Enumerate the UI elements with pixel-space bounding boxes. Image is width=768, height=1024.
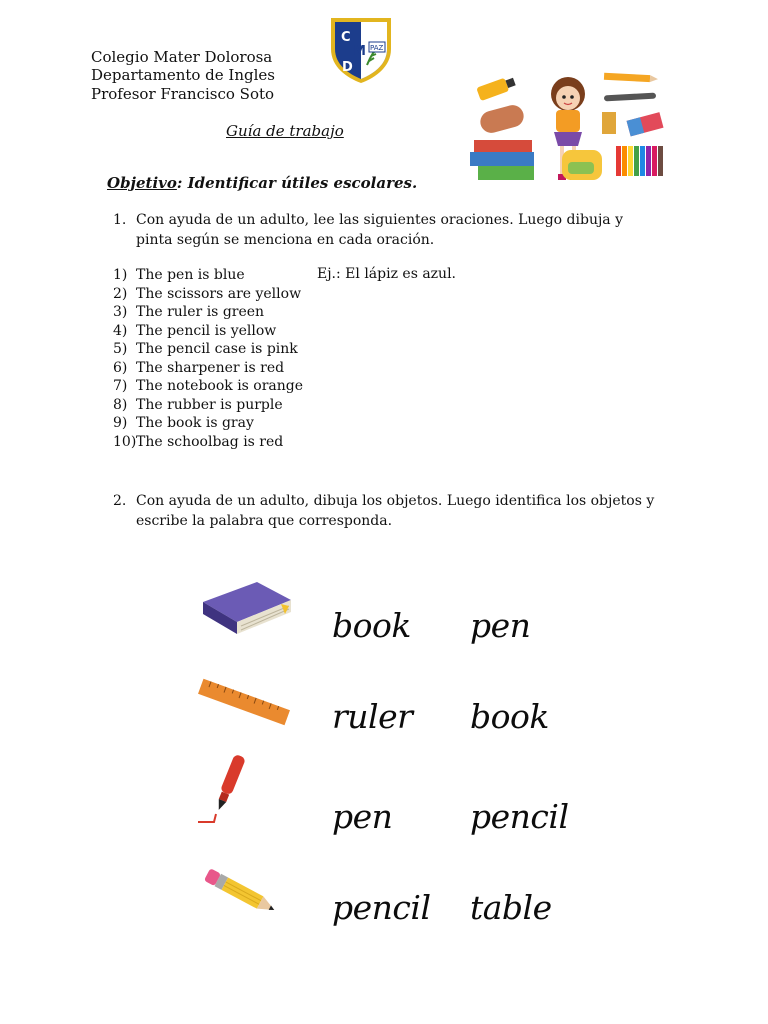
word-option: pen <box>470 606 531 645</box>
objective-text: : Identificar útiles escolares. <box>176 174 418 192</box>
book-icon <box>197 574 295 638</box>
word-option: book <box>332 606 411 645</box>
list-item <box>113 377 353 396</box>
list-number: 4) <box>113 322 128 339</box>
list-number: 7) <box>113 378 128 394</box>
department-name: Departamento de Ingles <box>91 66 275 84</box>
sentence-list <box>113 266 353 451</box>
instruction-1-text: Con ayuda de un adulto, lee las siguientes oraciones. Luego dibuja y pinta según se menciona en cada oración. <box>136 212 624 248</box>
school-supplies-illustration <box>458 66 680 190</box>
instruction-1-number: 1. <box>113 212 127 228</box>
pen-icon <box>194 752 254 826</box>
word-option: pencil <box>470 797 569 836</box>
list-item <box>113 303 353 322</box>
objective <box>107 174 417 192</box>
list-text: The ruler is green <box>136 304 265 320</box>
list-text: The pen is blue <box>136 267 245 283</box>
list-text: The pencil is yellow <box>136 322 277 339</box>
example-text: Ej.: El lápiz es azul. <box>317 266 457 282</box>
word-option: book <box>470 697 549 736</box>
svg-text:M: M <box>353 44 366 59</box>
list-number: 1) <box>113 267 128 283</box>
word-option: table <box>470 888 552 927</box>
list-item <box>113 322 353 341</box>
list-item <box>113 340 353 359</box>
list-text: The scissors are yellow <box>136 285 302 302</box>
svg-text:C: C <box>341 30 351 45</box>
word-option: ruler <box>332 697 413 736</box>
ruler-icon <box>196 676 292 728</box>
instruction-1 <box>113 210 673 252</box>
word-option: pen <box>332 797 393 836</box>
guide-title: Guía de trabajo <box>226 122 344 140</box>
svg-text:D: D <box>342 60 353 75</box>
word-option: pencil <box>332 888 431 927</box>
instruction-2-number: 2. <box>113 493 127 509</box>
list-text: The notebook is orange <box>136 378 304 394</box>
list-number: 10) <box>113 433 137 450</box>
teacher-name: Profesor Francisco Soto <box>91 85 275 103</box>
school-logo <box>327 15 395 85</box>
list-text: The rubber is purple <box>136 396 283 413</box>
pencil-icon <box>198 866 286 922</box>
list-item <box>113 285 353 304</box>
list-text: The sharpener is red <box>136 359 285 376</box>
list-number: 6) <box>113 359 128 376</box>
list-item <box>113 414 353 433</box>
list-item <box>113 433 353 452</box>
instruction-2-text: Con ayuda de un adulto, dibuja los objetos. Luego identifica los objetos y escribe la palabra que corresponda. <box>136 493 655 529</box>
svg-text:PAZ: PAZ <box>370 44 384 52</box>
list-item <box>113 396 353 415</box>
list-text: The schoolbag is red <box>136 433 284 450</box>
school-name: Colegio Mater Dolorosa <box>91 48 273 66</box>
list-text: The book is gray <box>136 415 254 431</box>
list-item <box>113 359 353 378</box>
objective-label: Objetivo <box>107 174 177 192</box>
list-number: 3) <box>113 304 128 320</box>
list-number: 2) <box>113 285 128 302</box>
list-number: 8) <box>113 396 128 413</box>
list-number: 5) <box>113 341 128 357</box>
list-text: The pencil case is pink <box>136 341 298 357</box>
instruction-2 <box>113 491 673 533</box>
list-number: 9) <box>113 415 128 431</box>
